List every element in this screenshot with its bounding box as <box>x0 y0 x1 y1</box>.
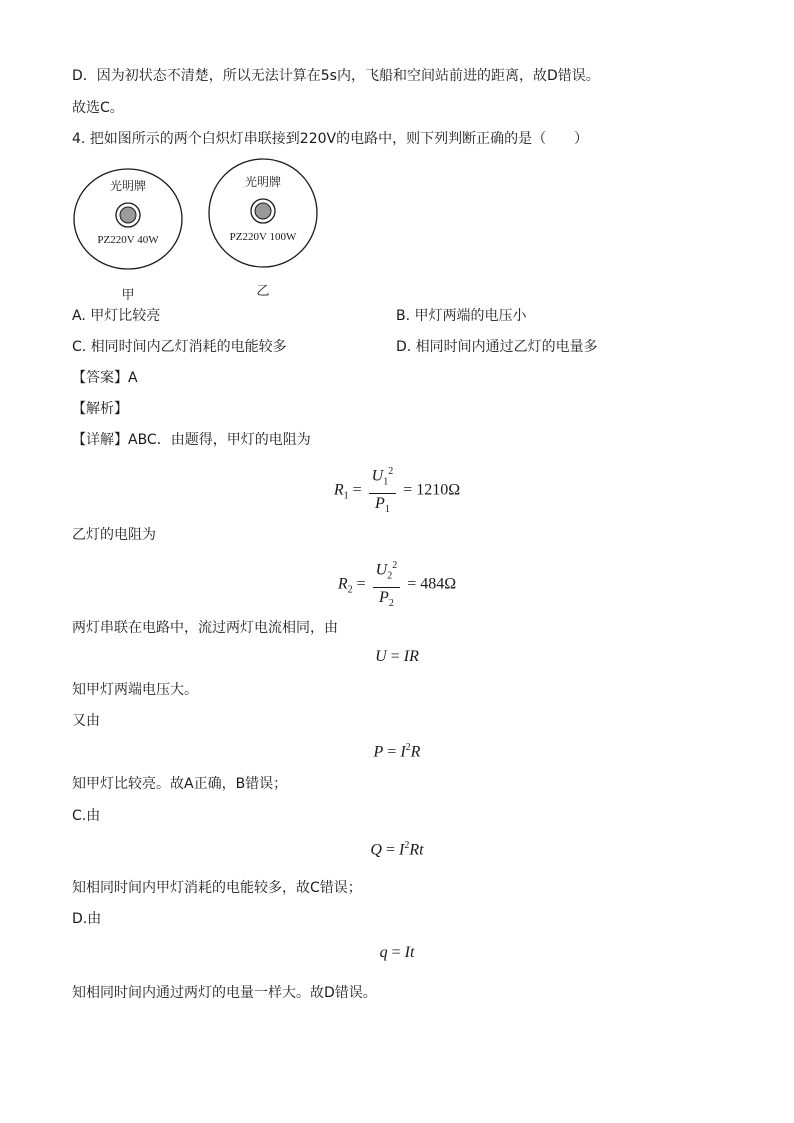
prev-option-d-text: D．因为初状态不清楚，所以无法计算在5s内，飞船和空间站前进的距离，故D错误。 <box>72 68 600 84</box>
equation-ohm: U = IR <box>375 648 419 665</box>
lamp-yi-brand: 光明牌 <box>244 175 281 189</box>
option-b: B. 甲灯两端的电压小 <box>396 308 527 324</box>
lamp-jia-figure <box>72 167 184 271</box>
analysis-label: 【解析】 <box>72 401 128 417</box>
answer-label: 【答案】A <box>72 370 138 386</box>
c-by-text: C.由 <box>72 808 101 824</box>
prev-answer-select: 故选C。 <box>72 100 124 116</box>
conclusion-charge: 知相同时间内通过两灯的电量一样大。故D错误。 <box>72 985 377 1001</box>
detail-text: 【详解】ABC．由题得，甲灯的电阻为 <box>72 432 311 448</box>
equation-energy: $Q = I^2Rt$ <box>370 840 424 859</box>
equation-r1-value: = 1210Ω <box>403 481 461 499</box>
equation-r2: $R_2$ = $\frac{U_2^2}{P_2}$ = 484Ω <box>0 556 794 614</box>
again-text: 又由 <box>72 713 100 729</box>
yi-resistance-text: 乙灯的电阻为 <box>72 527 156 543</box>
option-a: A. 甲灯比较亮 <box>72 308 161 324</box>
question-text: 4. 把如图所示的两个白炽灯串联接到220V的电路中，则下列判断正确的是（ ） <box>72 131 589 147</box>
lamp-jia-brand: 光明牌 <box>109 179 146 193</box>
equation-power: $P = I^2R$ <box>373 742 421 761</box>
conclusion-energy: 知相同时间内甲灯消耗的电能较多，故C错误； <box>72 880 362 896</box>
option-d: D. 相同时间内通过乙灯的电量多 <box>396 339 598 355</box>
option-c: C. 相同时间内乙灯消耗的电能较多 <box>72 339 287 355</box>
conclusion-brightness: 知甲灯比较亮。故A正确，B错误； <box>72 776 288 792</box>
lamp-jia-rating: PZ220V 40W <box>97 234 159 246</box>
lamp-jia-caption: 甲 <box>121 288 135 303</box>
lamp-yi-figure <box>207 157 319 269</box>
lamp-yi-rating: PZ220V 100W <box>229 231 297 243</box>
d-by-text: D.由 <box>72 911 102 927</box>
lamp-yi-caption: 乙 <box>256 284 270 299</box>
series-text: 两灯串联在电路中，流过两灯电流相同，由 <box>72 620 338 636</box>
equation-charge: q = It <box>379 944 415 961</box>
conclusion-voltage: 知甲灯两端电压大。 <box>72 682 198 698</box>
equation-r2-value: = 484Ω <box>407 575 457 593</box>
equation-r1: $R_1$ = $\frac{U_1^2}{P_1}$ = 1210Ω <box>0 462 794 520</box>
